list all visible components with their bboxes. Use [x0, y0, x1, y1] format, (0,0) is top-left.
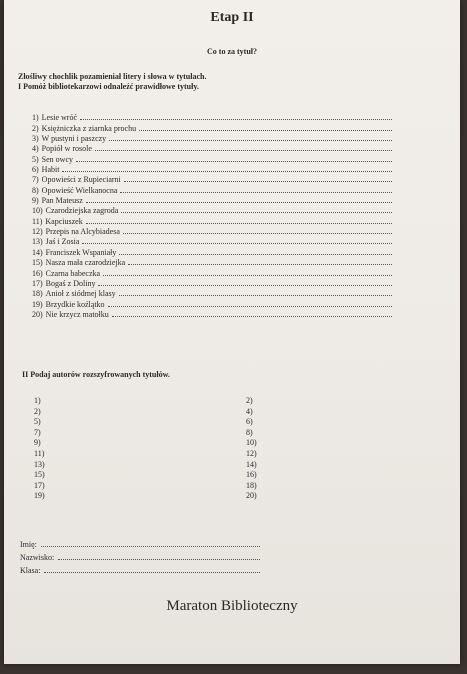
title-number: 9): [32, 196, 39, 206]
author-number-left[interactable]: 2): [34, 406, 41, 416]
titles-list: [32, 112, 392, 319]
title-row: [32, 112, 392, 122]
surname-field[interactable]: [20, 549, 260, 562]
author-row: [34, 470, 274, 481]
title-number: 8): [32, 185, 39, 195]
page-title: Etap II: [210, 10, 254, 25]
scrambled-title: Przepis na Alcybiadesa: [45, 227, 120, 237]
author-number-left[interactable]: 19): [34, 491, 45, 501]
author-number-right[interactable]: 18): [246, 480, 257, 490]
author-number-right[interactable]: 14): [246, 459, 257, 469]
title-number: 4): [32, 144, 39, 154]
answer-line[interactable]: [119, 294, 392, 296]
author-number-left[interactable]: 9): [34, 438, 41, 448]
author-number-right[interactable]: 20): [246, 491, 257, 501]
name-label: Imię:: [20, 540, 37, 549]
author-row: [34, 491, 274, 502]
scrambled-title: Kapciuszek: [45, 216, 83, 226]
title-row: [32, 143, 392, 153]
answer-line[interactable]: [108, 305, 392, 307]
title-row: [32, 164, 392, 174]
title-number: 10): [32, 206, 43, 216]
title-number: 12): [32, 227, 43, 237]
scrambled-title: Księżniczka z ziarnka prochu: [41, 123, 137, 133]
answer-line[interactable]: [62, 170, 392, 172]
scrambled-title: W pustyni i paszczy: [41, 134, 107, 144]
author-row: [34, 396, 274, 407]
section-2-heading: II Podaj autorów rozszyfrowanych tytułów.: [22, 370, 170, 379]
scrambled-title: Lesie wróć: [41, 113, 77, 123]
title-row: [32, 278, 392, 288]
worksheet-page: [4, 0, 460, 664]
title-number: 20): [32, 309, 43, 319]
author-number-left[interactable]: 5): [34, 417, 41, 427]
title-row: [32, 288, 392, 298]
scrambled-title: Nie krzycz matołku: [45, 309, 109, 319]
answer-line[interactable]: [76, 160, 392, 162]
answer-line[interactable]: [98, 284, 392, 286]
scrambled-title: Bogaś z Doliny: [45, 278, 96, 288]
answer-line[interactable]: [109, 139, 392, 141]
author-number-right[interactable]: 16): [246, 470, 257, 480]
title-number: 7): [32, 175, 39, 185]
title-number: 14): [32, 247, 43, 257]
title-number: 6): [32, 165, 39, 175]
answer-line[interactable]: [80, 118, 392, 120]
class-label: Klasa:: [20, 566, 41, 575]
title-number: 15): [32, 258, 43, 268]
answer-line[interactable]: [139, 129, 392, 131]
title-number: 16): [32, 268, 43, 278]
instructions-line-1: Złośliwy chochlik pozamieniał litery i słowa w tytułach.: [18, 72, 207, 81]
answer-line[interactable]: [86, 222, 392, 224]
answer-line[interactable]: [112, 315, 392, 317]
title-row: [32, 215, 392, 225]
title-number: 3): [32, 134, 39, 144]
scrambled-title: Opowieść Wielkanocna: [41, 185, 118, 195]
authors-grid: [34, 396, 274, 502]
author-row: [34, 438, 274, 449]
title-row: [32, 298, 392, 308]
instructions-line-2: I Pomóż bibliotekarzowi odnaleźć prawidłowe tytuły.: [18, 82, 199, 91]
author-row: [34, 481, 274, 492]
title-row: [32, 226, 392, 236]
author-row: [34, 449, 274, 460]
title-number: 18): [32, 289, 43, 299]
author-row: [34, 407, 274, 418]
author-number-left[interactable]: 13): [34, 459, 45, 469]
student-fields: [20, 536, 260, 575]
answer-line[interactable]: [123, 232, 392, 234]
author-number-right[interactable]: 4): [246, 406, 253, 416]
name-line[interactable]: [41, 546, 260, 547]
scrambled-title: Czarna babeczka: [45, 268, 101, 278]
title-row: [32, 122, 392, 132]
class-field[interactable]: [20, 562, 260, 575]
title-row: [32, 309, 392, 319]
title-number: 11): [32, 216, 43, 226]
author-number-left[interactable]: 15): [34, 470, 45, 480]
scrambled-title: Anioł z siódmej klasy: [45, 289, 116, 299]
footer-title: Maraton Biblioteczny: [166, 598, 298, 614]
author-number-right[interactable]: 2): [246, 396, 253, 405]
class-line[interactable]: [44, 572, 260, 573]
title-row: [32, 184, 392, 194]
title-row: [32, 236, 392, 246]
answer-line[interactable]: [121, 211, 392, 213]
author-row: [34, 460, 274, 471]
answer-line[interactable]: [82, 242, 392, 244]
scrambled-title: Sen owcy: [41, 154, 73, 164]
scrambled-title: Habit: [41, 165, 60, 175]
surname-line[interactable]: [58, 559, 260, 560]
scrambled-title: Brzydkie koźlątko: [45, 299, 105, 309]
surname-label: Nazwisko:: [20, 553, 55, 562]
author-number-right[interactable]: 6): [246, 417, 253, 427]
author-number-left[interactable]: 11): [34, 448, 45, 458]
scrambled-title: Czarodziejska zagroda: [45, 206, 119, 216]
author-number-right[interactable]: 12): [246, 448, 257, 458]
scrambled-title: Nasza mała czarodziejka: [45, 258, 126, 268]
title-row: [32, 133, 392, 143]
answer-line[interactable]: [103, 274, 392, 276]
scrambled-title: Popiół w rosole: [41, 144, 92, 154]
scrambled-title: Franciszek Wspaniały: [45, 247, 117, 257]
scrambled-title: Opowieści z Rupieciarni: [41, 175, 121, 185]
title-number: 17): [32, 278, 43, 288]
scrambled-title: Pan Mateusz: [41, 196, 83, 206]
title-row: [32, 195, 392, 205]
scrambled-title: Jaś i Zosia: [45, 237, 80, 247]
title-row: [32, 267, 392, 277]
answer-line[interactable]: [86, 201, 392, 203]
title-number: 1): [32, 113, 39, 123]
author-number-left[interactable]: 17): [34, 480, 45, 490]
author-number-left[interactable]: 7): [34, 427, 41, 437]
answer-line[interactable]: [120, 191, 392, 193]
answer-line[interactable]: [95, 149, 392, 151]
name-field[interactable]: [20, 536, 260, 549]
title-number: 2): [32, 123, 39, 133]
author-number-left[interactable]: 1): [34, 396, 41, 405]
title-number: 13): [32, 237, 43, 247]
title-row: [32, 257, 392, 267]
page-subtitle: Co to za tytuł?: [207, 47, 257, 56]
author-number-right[interactable]: 10): [246, 438, 257, 448]
title-row: [32, 246, 392, 256]
author-row: [34, 417, 274, 428]
title-row: [32, 153, 392, 163]
author-number-right[interactable]: 8): [246, 427, 253, 437]
answer-line[interactable]: [128, 263, 392, 265]
answer-line[interactable]: [119, 253, 392, 255]
title-row: [32, 174, 392, 184]
answer-line[interactable]: [124, 180, 392, 182]
title-number: 19): [32, 299, 43, 309]
title-row: [32, 205, 392, 215]
author-row: [34, 428, 274, 439]
instructions: [18, 72, 206, 92]
title-number: 5): [32, 154, 39, 164]
